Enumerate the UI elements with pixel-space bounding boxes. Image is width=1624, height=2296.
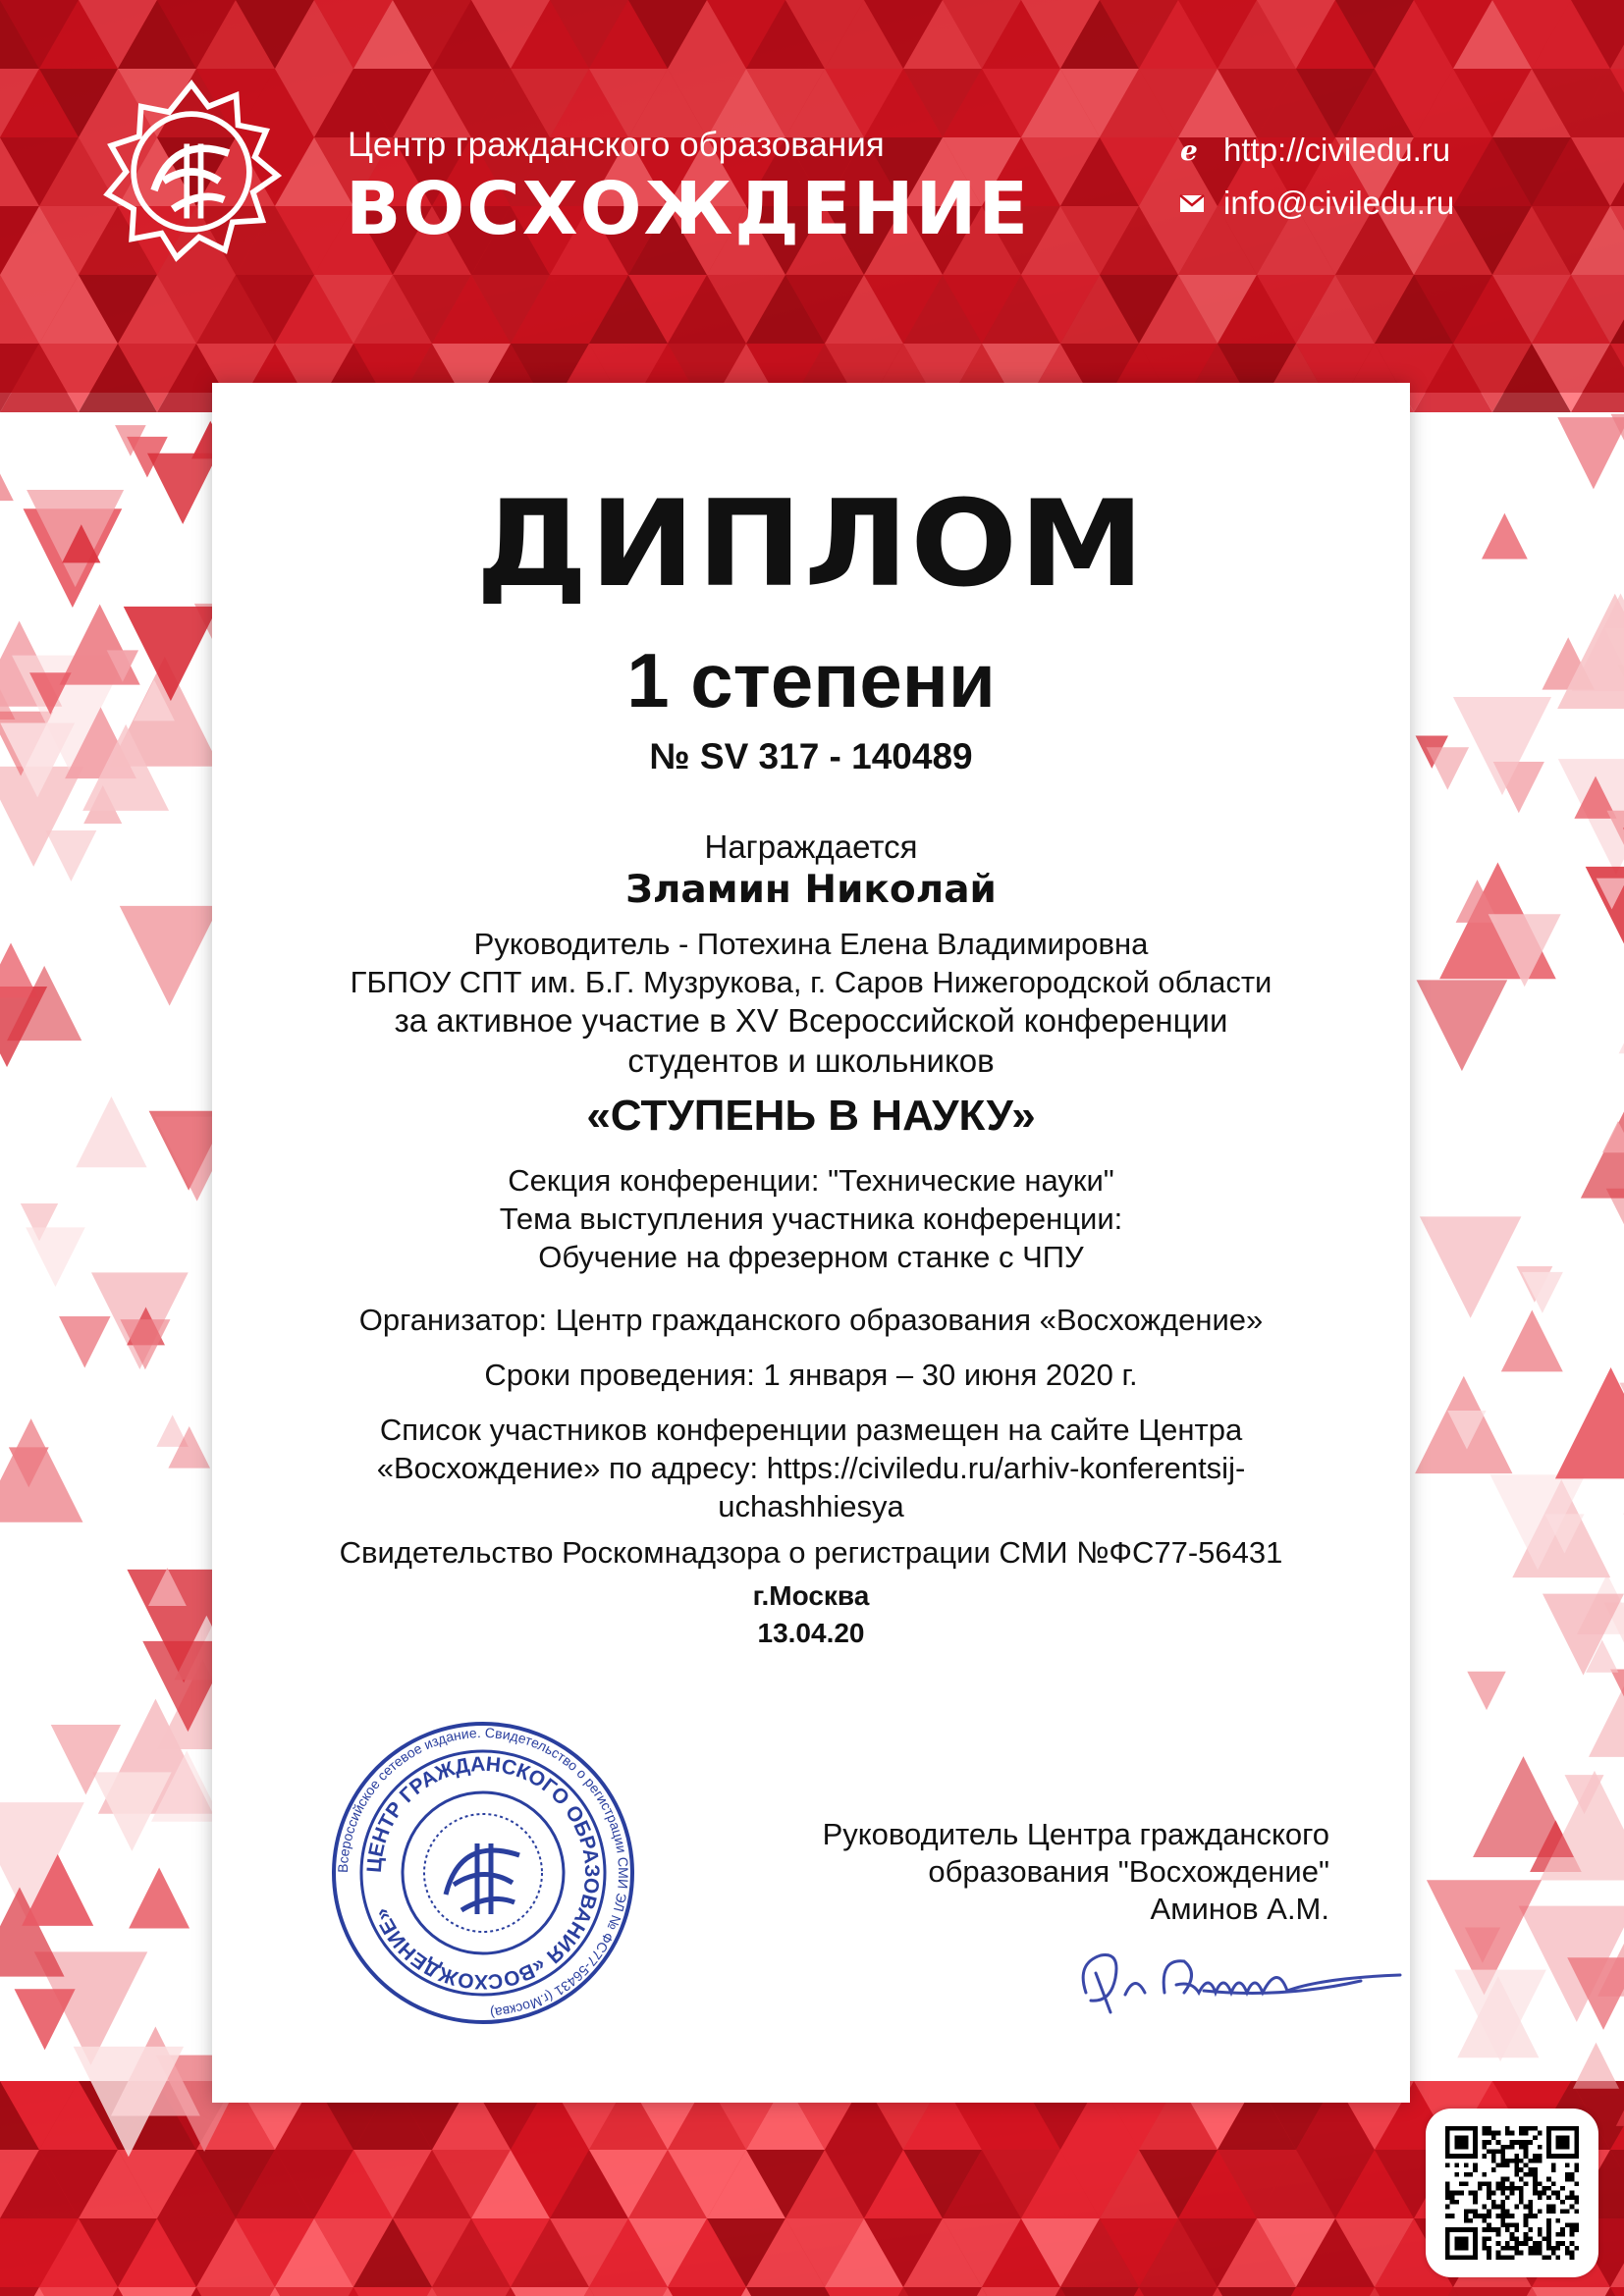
reason-line-2: студентов и школьников bbox=[627, 1042, 995, 1079]
org-subtitle: Центр гражданского образования bbox=[348, 126, 885, 164]
supervisor: Руководитель - Потехина Елена Владимировна bbox=[473, 927, 1149, 961]
decor-triangle bbox=[275, 2287, 353, 2296]
topic: Обучение на фрезерном станке с ЧПУ bbox=[538, 1240, 1084, 1274]
issue-date: 13.04.20 bbox=[757, 1618, 865, 1648]
stamp-inner-text: ЦЕНТР ГРАЖДАНСКОГО ОБРАЗОВАНИЯ «ВОСХОЖДЕНИЕ» bbox=[362, 1752, 604, 1994]
recipient-name: Зламин Николай bbox=[625, 868, 997, 912]
website-link[interactable] bbox=[1178, 132, 1450, 169]
signer-line-1: Руководитель Центра гражданского bbox=[822, 1817, 1329, 1851]
diploma-title: ДИПЛОМ bbox=[475, 474, 1147, 614]
decor-triangle bbox=[196, 2287, 275, 2296]
decor-triangle bbox=[825, 2287, 903, 2296]
decor-triangle bbox=[746, 2287, 825, 2296]
qr-code-icon bbox=[1445, 2126, 1579, 2260]
decor-triangle bbox=[589, 2287, 668, 2296]
institution: ГБПОУ СПТ им. Б.Г. Музрукова, г. Саров Нижегородской области bbox=[350, 965, 1272, 999]
conference-name: «СТУПЕНЬ В НАУКУ» bbox=[586, 1092, 1036, 1140]
decor-triangle bbox=[39, 2287, 118, 2296]
registration: Свидетельство Роскомнадзора о регистрации СМИ №ФС77-56431 bbox=[339, 1535, 1283, 1570]
envelope-icon bbox=[1178, 189, 1206, 217]
signer-line-3: Аминов А.М. bbox=[1150, 1892, 1329, 1926]
participants-list-line-3: uchashhiesya bbox=[718, 1489, 904, 1523]
decor-triangle bbox=[903, 2287, 982, 2296]
decor-triangle bbox=[1296, 2287, 1375, 2296]
participants-list-line-2: «Восхождение» по адресу: https://civiledu.ru/arhiv-konferentsij- bbox=[376, 1451, 1246, 1485]
official-stamp bbox=[328, 1718, 638, 2028]
handwritten-signature bbox=[1066, 1934, 1410, 2022]
internet-explorer-icon bbox=[1178, 136, 1206, 164]
signer-block bbox=[823, 1816, 1329, 1928]
organization-logo-icon bbox=[98, 79, 285, 265]
decor-triangle bbox=[1218, 2287, 1296, 2296]
email-link[interactable] bbox=[1178, 185, 1454, 222]
decor-triangle bbox=[353, 2287, 432, 2296]
city: г.Москва bbox=[752, 1580, 870, 1611]
stamp-outer-text: Всероссийское сетевое издание. Свидетельство о регистрации СМИ ЭЛ № ФС77-56431 (г.Москва) bbox=[334, 1724, 632, 2021]
svg-text:e: e bbox=[1180, 136, 1198, 164]
decor-triangle bbox=[1060, 2287, 1139, 2296]
reason-line-1: за активное участие в XV Всероссийской конференции bbox=[394, 1002, 1228, 1039]
decor-triangle bbox=[1375, 2287, 1453, 2296]
decor-triangle bbox=[511, 2287, 589, 2296]
participants-list-line-1: Список участников конференции размещен на сайте Центра bbox=[379, 1413, 1243, 1447]
topic-label: Тема выступления участника конференции: bbox=[499, 1201, 1123, 1236]
diploma-degree: 1 степени bbox=[626, 637, 996, 723]
decor-triangle bbox=[0, 2287, 39, 2296]
qr-code-container[interactable] bbox=[1426, 2109, 1598, 2277]
decor-triangle bbox=[118, 2287, 196, 2296]
organizer: Организатор: Центр гражданского образования «Восхождение» bbox=[358, 1303, 1264, 1337]
decor-triangle bbox=[432, 2287, 511, 2296]
org-title: ВОСХОЖДЕНИЕ bbox=[346, 167, 1031, 251]
awarded-label: Награждается bbox=[704, 828, 918, 865]
decor-triangle bbox=[1532, 2287, 1610, 2296]
email-text: info@civiledu.ru bbox=[1223, 185, 1455, 221]
decor-triangle bbox=[1453, 2287, 1532, 2296]
conference-section: Секция конференции: "Технические науки" bbox=[508, 1163, 1114, 1198]
decor-triangle bbox=[668, 2287, 746, 2296]
decor-triangle bbox=[1139, 2287, 1218, 2296]
website-text: http://civiledu.ru bbox=[1223, 132, 1451, 168]
decor-triangle bbox=[982, 2287, 1060, 2296]
diploma-sheet bbox=[212, 383, 1410, 2103]
signer-line-2: образования "Восхождение" bbox=[928, 1854, 1329, 1889]
dates: Сроки проведения: 1 января – 30 июня 2020 г. bbox=[484, 1358, 1138, 1392]
diploma-number: № SV 317 - 140489 bbox=[649, 736, 973, 776]
